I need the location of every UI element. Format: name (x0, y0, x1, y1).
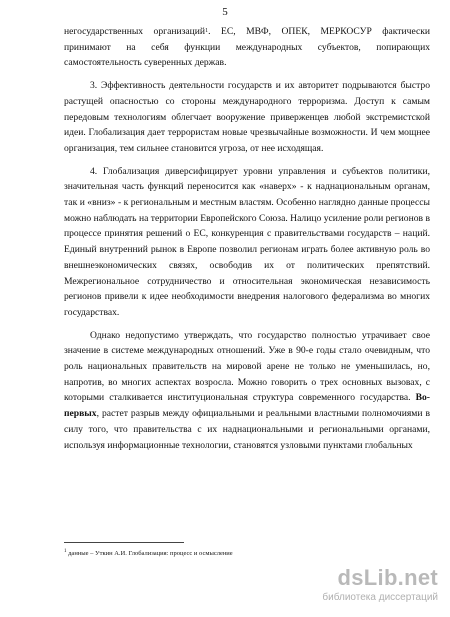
watermark (270, 566, 438, 604)
paragraph-4-bold-term: Во-первых (64, 392, 430, 420)
paragraph-1-text-a: негосударственных организаций (64, 26, 206, 37)
page-number: 5 (222, 6, 228, 18)
watermark-logo: dsLib.net (337, 565, 438, 590)
paragraph-2: 3. Эффективность деятельности государств и их авторитет подрываются быстро растущей опасностью со стороны международного терроризма. Доступ к самым передовым технологиям облегчает вооружение приверженцев любой экстремистской идеи. Глобализация дает террористам новые чрезвычайные возможности. И чем мощнее организация, тем сильнее становится угроза, от нее исходящая. (64, 80, 430, 154)
footnote-text: данные – Уткин А.И. Глобализация: процесс и осмысление (66, 550, 233, 558)
footnote-reference[interactable]: 1 (205, 28, 209, 34)
footnote (64, 548, 233, 558)
footnote-mark: 1 (64, 549, 67, 554)
paragraph-3: 4. Глобализация диверсифицирует уровни управления и субъектов политики, значительная часть функций переносится как «наверх» - к наднациональным органам, так и «вниз» - к региональным и местным властям. Особенно наглядно данные процессы можно наблюдать на территории Европейского Союза. Налицо усиление роли регионов в процессе принятия решений о ЕС, конкуренция с правительствами государств – наций. Единый внутренний рынок в Европе позволил регионам играть более активную роль во внешнеэкономических связях, освободив их от политических препятствий. Межрегиональное сотрудничество и относительная экономическая независимость регионов привели к идее необходимости внедрения налогового федерализма во многих государствах. (64, 165, 430, 318)
paragraph-1-text-b: . ЕС, МВФ, ОПЕК, МЕРКОСУР фактически принимают на себя функции международных субъектов, попирающих самостоятельность суверенных держав. (64, 26, 431, 69)
watermark-subtitle: библиотека диссертаций (322, 592, 438, 603)
paragraph-1 (64, 24, 430, 71)
body-text (64, 24, 430, 453)
paragraph-4 (64, 328, 430, 454)
footnote-divider (64, 542, 184, 543)
paragraph-4-text-a: Однако недопустимо утверждать, что государство полностью утрачивает свое значение в системе международных отношений. Уже в 90-е годы стало очевидным, что роль национальных правительств на мировой арене не только не уменьшилась, но, напротив, во многих аспектах возросла. Можно говорить о трех основных вызовах, с которыми сталкивается институциональная структура современного государства. (64, 329, 430, 404)
paragraph-4-text-b: , растет разрыв между официальными и реальными властными полномочиями в силу того, что правительства с их наднациональными и региональными органами, используя информационные технологии, становятся узловыми пунктами глобальных (64, 408, 430, 451)
